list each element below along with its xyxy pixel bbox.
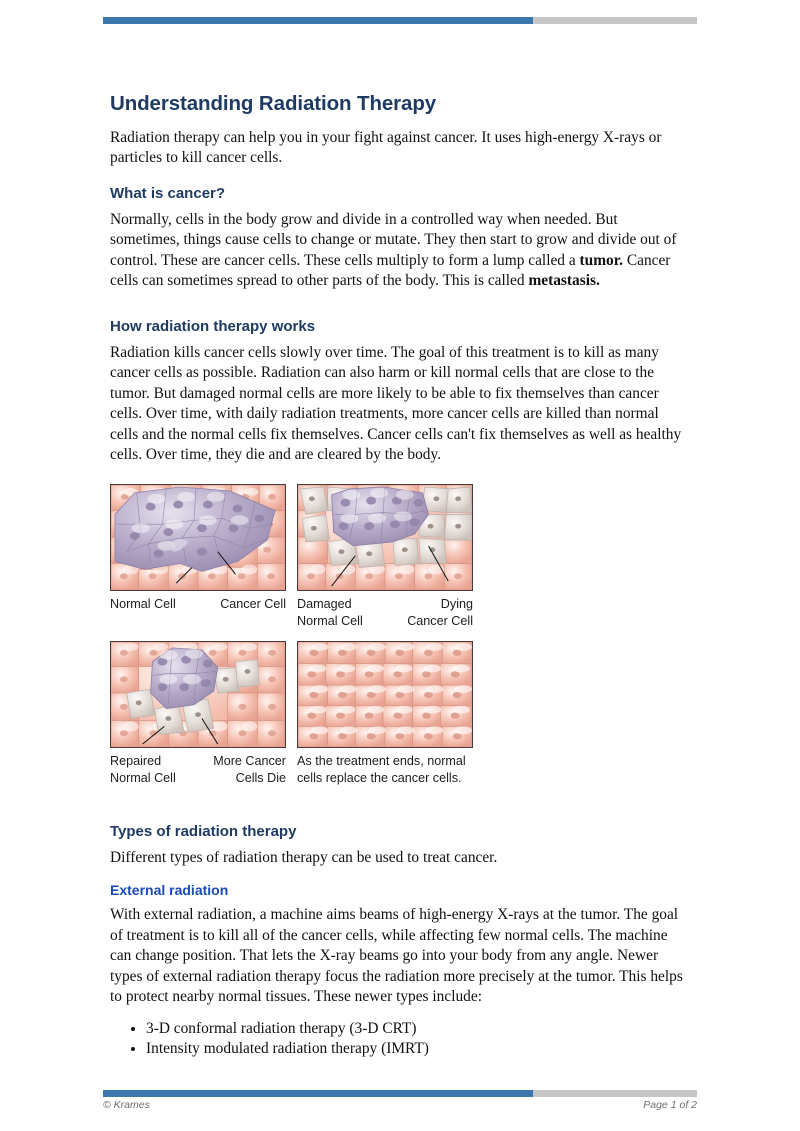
- figure-panel-repaired-and-more-dying: [110, 641, 286, 786]
- caption-more-cancer-cells-die: [213, 753, 286, 786]
- footer-rule-blue-segment: [103, 1090, 533, 1097]
- caption-repaired-line2: Normal Cell: [110, 771, 176, 786]
- figure-panel-normal-and-cancer: [110, 484, 286, 613]
- header-rule-blue-segment: [103, 17, 533, 24]
- caption-dying-line2: Cancer Cell: [407, 613, 473, 628]
- caption-damaged-line2: Normal Cell: [297, 613, 363, 628]
- term-tumor: tumor.: [579, 251, 623, 269]
- caption-dying-cancer-cell: [407, 596, 473, 629]
- figure-panel-all-normal: [297, 641, 473, 786]
- caption-treatment-ends-line1: As the treatment ends, normal: [297, 754, 466, 769]
- external-radiation-bullet-list: [110, 1019, 690, 1060]
- caption-treatment-ends-line2: cells replace the cancer cells.: [297, 771, 462, 786]
- paragraph-external-radiation: With external radiation, a machine aims beams of high-energy X-rays at the tumor. The goal of treatment is to kill all of the cancer cells, while affecting few normal cells. The machine can change position. That lets the X-ray beams go into your body from any angle. Newer types of external radiation therapy focus the radiation more precisely at the tumor. This helps to protect nearby normal tissues. These newer types include:: [110, 906, 683, 1006]
- cell-illustration-panel-1: [110, 484, 286, 591]
- section-heading-types-of-radiation-therapy: Types of radiation therapy: [110, 822, 297, 840]
- page-title: Understanding Radiation Therapy: [110, 92, 437, 115]
- term-metastasis: metastasis.: [528, 272, 600, 290]
- paragraph-types-of-radiation-therapy: Different types of radiation therapy can be used to treat cancer.: [110, 848, 498, 866]
- cancer-text-mid: Cancer cells can sometimes spread to other parts of the body. This is called: [110, 251, 671, 290]
- document-body: [110, 92, 690, 1060]
- header-rule-gray-segment: [533, 17, 697, 24]
- list-item: • Intensity modulated radiation therapy (IMRT): [146, 1039, 690, 1059]
- caption-repaired-normal-cell: [110, 753, 176, 786]
- footer-page-number: Page 1 of 2: [643, 1099, 697, 1111]
- figure-caption-panel-3: [110, 753, 286, 786]
- cell-illustration-panel-3: [110, 641, 286, 748]
- subsection-heading-external-radiation: External radiation: [110, 882, 229, 899]
- intro-paragraph: Radiation therapy can help you in your fight against cancer. It uses high-energy X-rays or particles to kill cancer cells.: [110, 129, 662, 167]
- figure-caption-panel-4: [297, 753, 473, 786]
- cell-illustration-figure: [110, 484, 690, 787]
- figure-panel-damaged-and-dying: [297, 484, 473, 629]
- caption-damaged-normal-cell: [297, 596, 363, 629]
- caption-more-cancer-line2: Cells Die: [235, 771, 286, 786]
- caption-cancer-cell: Cancer Cell: [220, 596, 286, 611]
- section-heading-how-radiation-works: How radiation therapy works: [110, 317, 316, 335]
- figure-row-top: [110, 484, 690, 629]
- cancer-text-lead: Normally, cells in the body grow and divide in a controlled way when needed. But sometimes, things cause cells to change or mutate. They then start to grow and divide out of control. These are cancer cells. These cells multiply to form a lump called a: [110, 210, 677, 269]
- paragraph-what-is-cancer: [110, 210, 690, 292]
- section-heading-what-is-cancer: What is cancer?: [110, 184, 226, 202]
- caption-repaired-line1: Repaired: [110, 754, 162, 769]
- header-rule-bar: [103, 17, 697, 24]
- cell-illustration-panel-2: [297, 484, 473, 591]
- figure-caption-panel-1: [110, 596, 286, 613]
- caption-normal-cell: Normal Cell: [110, 596, 176, 611]
- footer-rule-bar: [103, 1090, 697, 1097]
- cell-illustration-panel-4: [297, 641, 473, 748]
- list-item: • 3-D conformal radiation therapy (3-D CRT): [146, 1019, 690, 1039]
- paragraph-how-radiation-works: Radiation kills cancer cells slowly over time. The goal of this treatment is to kill as many cancer cells as possible. Radiation can also harm or kill normal cells that are close to the tumor. But damaged normal cells are more likely to be able to fix themselves than cancer cells. Over time, with daily radiation treatments, more cancer cells are killed than normal cells and the normal cells fix themselves. Cancer cells can't fix themselves as well as healthy cells. Over time, they die and are cleared by the body.: [110, 343, 682, 464]
- caption-dying-line1: Dying: [440, 596, 473, 611]
- caption-damaged-line1: Damaged: [297, 596, 352, 611]
- footer-rule-gray-segment: [533, 1090, 697, 1097]
- footer-copyright: © Krames: [103, 1099, 150, 1111]
- figure-row-bottom: [110, 641, 690, 786]
- figure-caption-panel-2: [297, 596, 473, 629]
- caption-more-cancer-line1: More Cancer: [213, 754, 286, 769]
